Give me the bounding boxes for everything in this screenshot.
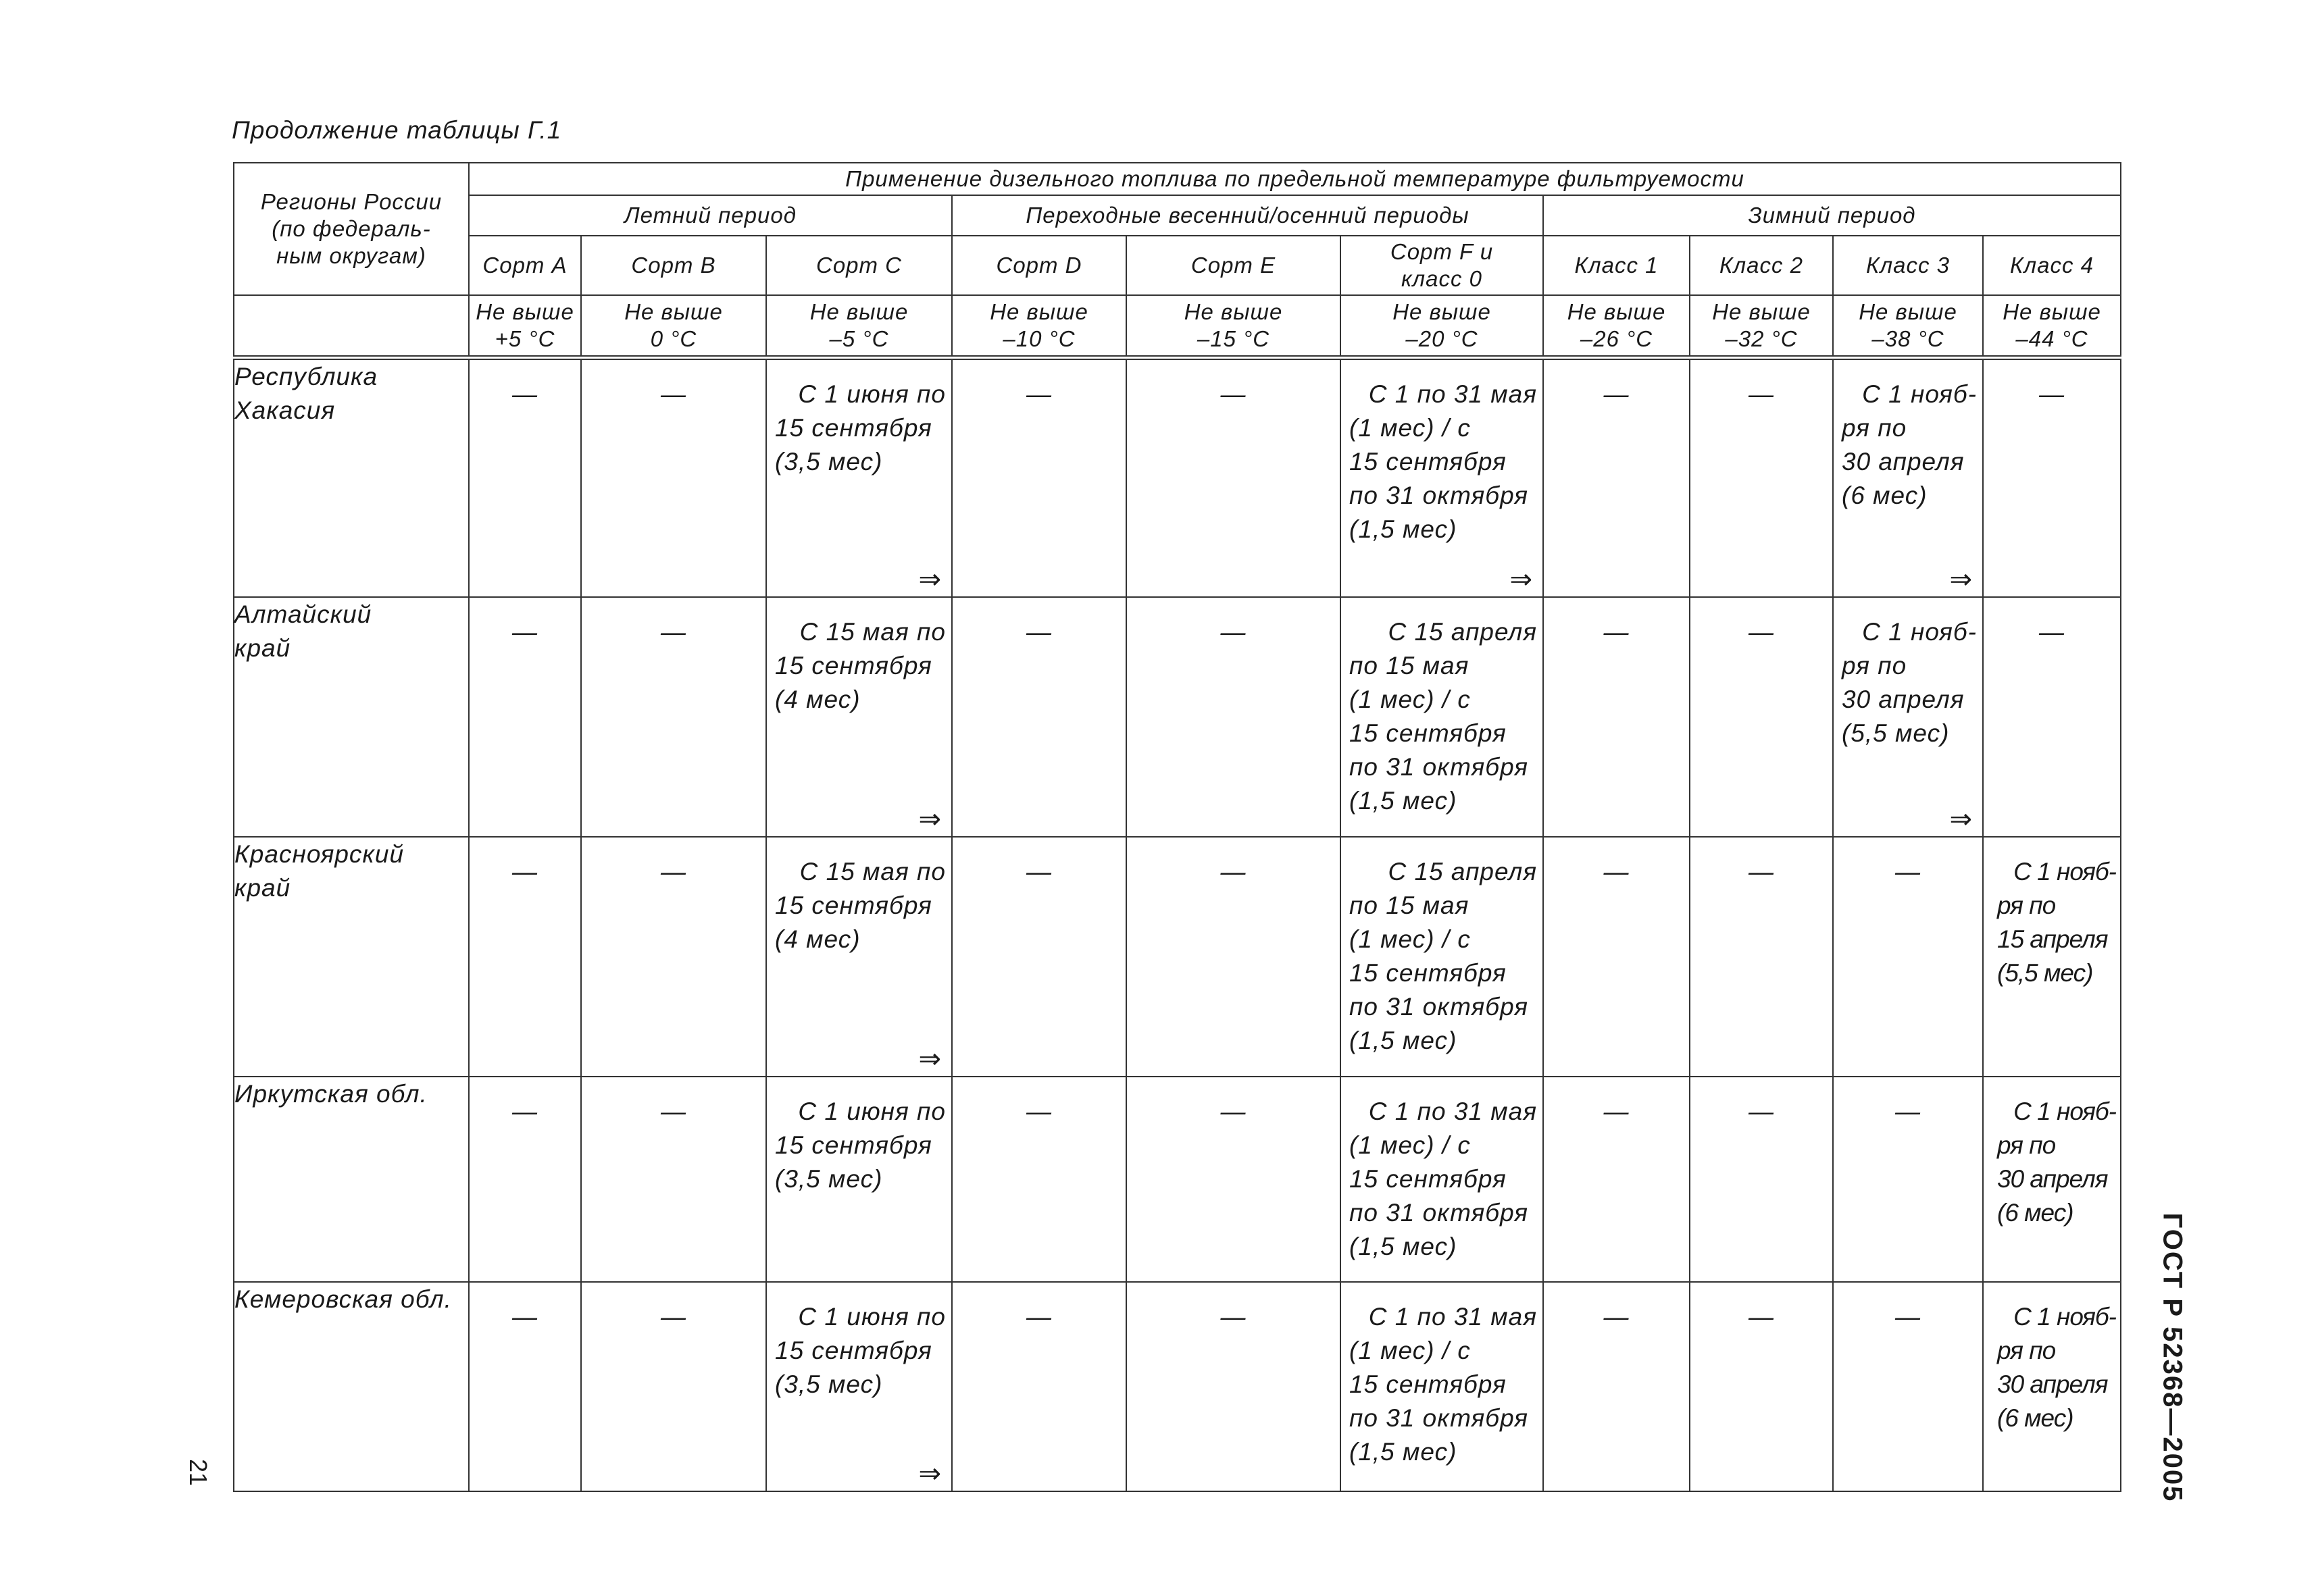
- region-cell: [234, 837, 469, 1077]
- period-cell: [1543, 1282, 1690, 1491]
- header-grade: Класс 4: [1983, 236, 2121, 295]
- period-dates-first-line: С 1 по 31 мая: [1368, 1303, 1537, 1331]
- period-cell: [766, 837, 952, 1077]
- header-temperature-limit: Не выше 0 °С: [581, 295, 766, 357]
- not-applicable-dash: —: [1749, 1303, 1774, 1331]
- not-applicable-dash: —: [661, 618, 686, 646]
- not-applicable-dash: —: [1026, 618, 1052, 646]
- period-cell: [1340, 1282, 1543, 1491]
- period-dates: [767, 838, 951, 956]
- continuation-arrow-icon: ⇒: [918, 565, 942, 594]
- period-cell: [1543, 1077, 1690, 1282]
- not-applicable-dash: —: [1749, 380, 1774, 408]
- period-dates-rest: 15 сентября (3,5 мес): [775, 1337, 932, 1398]
- not-applicable-dash: —: [1220, 858, 1247, 885]
- period-dates: [1341, 1283, 1542, 1469]
- period-dates: [767, 360, 951, 479]
- header-grade: Класс 1: [1543, 236, 1690, 295]
- header-temperature-limit: Не выше –5 °С: [766, 295, 952, 357]
- period-cell: [581, 597, 766, 837]
- not-applicable-dash: —: [1749, 1098, 1774, 1125]
- period-cell: [952, 1282, 1126, 1491]
- period-cell: [766, 597, 952, 837]
- document-code-text: ГОСТ Р 52368—2005: [2157, 1212, 2188, 1503]
- page-number: [181, 1456, 215, 1489]
- period-cell: [1126, 357, 1340, 597]
- not-applicable-dash: —: [1220, 1303, 1247, 1331]
- region-cell: [234, 1282, 469, 1491]
- not-applicable-dash: —: [1603, 380, 1630, 408]
- period-dates: [1834, 598, 1982, 750]
- not-applicable-dash: —: [1220, 380, 1247, 408]
- period-cell: [1833, 1077, 1983, 1282]
- period-dates-first-line: С 1 июня по: [798, 380, 946, 408]
- period-dates: [1834, 360, 1982, 513]
- header-grade: Класс 2: [1690, 236, 1833, 295]
- not-applicable-dash: —: [1026, 1098, 1052, 1125]
- not-applicable-dash: —: [512, 1098, 538, 1125]
- period-dates: [767, 1077, 951, 1196]
- period-cell: [1340, 357, 1543, 597]
- continuation-arrow-icon: ⇒: [918, 1459, 942, 1489]
- header-period-winter: Зимний период: [1543, 195, 2121, 236]
- period-cell: [469, 597, 581, 837]
- not-applicable-dash: —: [661, 1303, 686, 1331]
- period-cell: [581, 1282, 766, 1491]
- not-applicable-dash: —: [1603, 618, 1630, 646]
- period-cell: [469, 1077, 581, 1282]
- not-applicable-dash: —: [661, 858, 686, 885]
- period-dates-first-line: С 15 апреля: [1388, 858, 1537, 885]
- continuation-arrow-icon: ⇒: [1949, 565, 1973, 594]
- not-applicable-dash: —: [512, 858, 538, 885]
- period-dates-rest: 15 сентября (4 мес): [775, 652, 932, 713]
- period-cell: [952, 837, 1126, 1077]
- period-dates-first-line: С 1 нояб-: [1862, 380, 1977, 408]
- period-cell: [1340, 1077, 1543, 1282]
- not-applicable-dash: —: [661, 380, 686, 408]
- period-dates-first-line: С 15 апреля: [1388, 618, 1537, 646]
- table-row: [234, 837, 2121, 1077]
- region-name: Иркутская обл.: [234, 1080, 428, 1108]
- header-period-transitional: Переходные весенний/осенний периоды: [952, 195, 1543, 236]
- period-dates-rest: ря по 30 апреля (5,5 мес): [1842, 652, 1965, 747]
- period-cell: [1690, 1282, 1833, 1491]
- period-dates: [1341, 1077, 1542, 1264]
- period-cell: [1543, 837, 1690, 1077]
- period-cell: [581, 837, 766, 1077]
- page-number-text: 21: [184, 1458, 212, 1487]
- period-cell: [469, 1282, 581, 1491]
- region-name: Кемеровская обл.: [234, 1285, 452, 1313]
- header-grade: Сорт B: [581, 236, 766, 295]
- period-dates: [767, 1283, 951, 1401]
- region-cell: [234, 1077, 469, 1282]
- period-cell: [952, 1077, 1126, 1282]
- header-temperature-limit: Не выше –38 °С: [1833, 295, 1983, 357]
- header-grade: Сорт E: [1126, 236, 1340, 295]
- period-dates: [1984, 1283, 2120, 1435]
- period-cell: [952, 597, 1126, 837]
- continuation-arrow-icon: ⇒: [918, 1044, 942, 1074]
- not-applicable-dash: —: [1749, 618, 1774, 646]
- period-dates: [767, 598, 951, 717]
- region-cell: [234, 357, 469, 597]
- region-name: Республика Хакасия: [234, 362, 378, 424]
- period-dates-rest: по 15 мая (1 мес) / с 15 сентября по 31 октября (1,5 мес): [1349, 892, 1529, 1054]
- not-applicable-dash: —: [1603, 1098, 1630, 1125]
- period-cell: [1126, 597, 1340, 837]
- period-dates: [1984, 1077, 2120, 1230]
- period-cell: [469, 357, 581, 597]
- not-applicable-dash: —: [661, 1098, 686, 1125]
- period-cell: [1340, 597, 1543, 837]
- table-caption: Продолжение таблицы Г.1: [232, 116, 562, 144]
- header-temperature-limit: Не выше –15 °С: [1126, 295, 1340, 357]
- table-row: [234, 357, 2121, 597]
- header-grade: Сорт C: [766, 236, 952, 295]
- header-temperature-limit: Не выше –10 °С: [952, 295, 1126, 357]
- continuation-arrow-icon: ⇒: [1509, 565, 1533, 594]
- period-cell: [1983, 597, 2121, 837]
- period-dates: [1341, 838, 1542, 1058]
- period-cell: [1983, 1282, 2121, 1491]
- period-cell: [1983, 837, 2121, 1077]
- period-cell: [1833, 597, 1983, 837]
- period-cell: [1690, 357, 1833, 597]
- period-cell: [1833, 357, 1983, 597]
- period-dates-rest: ря по 30 апреля (6 мес): [1997, 1337, 2108, 1432]
- period-dates-rest: ря по 30 апреля (6 мес): [1842, 413, 1965, 509]
- period-dates-rest: ря по 15 апреля (5,5 мес): [1997, 892, 2108, 987]
- not-applicable-dash: —: [1895, 1303, 1921, 1331]
- header-grade: Сорт D: [952, 236, 1126, 295]
- period-cell: [581, 1077, 766, 1282]
- not-applicable-dash: —: [512, 380, 538, 408]
- period-dates-rest: 15 сентября (4 мес): [775, 892, 932, 953]
- not-applicable-dash: —: [1026, 1303, 1052, 1331]
- not-applicable-dash: —: [1895, 1098, 1921, 1125]
- not-applicable-dash: —: [1026, 380, 1052, 408]
- period-cell: [581, 357, 766, 597]
- period-cell: [1126, 1077, 1340, 1282]
- period-cell: [766, 1077, 952, 1282]
- region-name: Красноярский край: [234, 840, 405, 902]
- period-cell: [1690, 1077, 1833, 1282]
- period-cell: [1340, 837, 1543, 1077]
- period-cell: [1833, 837, 1983, 1077]
- header-grade: Сорт A: [469, 236, 581, 295]
- period-cell: [1690, 597, 1833, 837]
- period-cell: [1543, 357, 1690, 597]
- period-cell: [1983, 357, 2121, 597]
- period-dates-first-line: С 1 нояб-: [2013, 1303, 2117, 1331]
- period-dates-rest: (1 мес) / с 15 сентября по 31 октября (1,5 мес): [1349, 1131, 1529, 1260]
- table-row: [234, 1077, 2121, 1282]
- period-dates-rest: по 15 мая (1 мес) / с 15 сентября по 31 октября (1,5 мес): [1349, 652, 1529, 815]
- period-cell: [1833, 1282, 1983, 1491]
- period-cell: [1690, 837, 1833, 1077]
- period-cell: [1983, 1077, 2121, 1282]
- period-cell: [766, 1282, 952, 1491]
- header-temperature-limit: Не выше –44 °С: [1983, 295, 2121, 357]
- period-dates-rest: 15 сентября (3,5 мес): [775, 413, 932, 475]
- header-grade: Класс 3: [1833, 236, 1983, 295]
- continuation-arrow-icon: ⇒: [1949, 804, 1973, 834]
- not-applicable-dash: —: [1603, 1303, 1630, 1331]
- header-temperature-limit: Не выше –20 °С: [1340, 295, 1543, 357]
- period-cell: [766, 357, 952, 597]
- header-regions: Регионы России (по федераль- ным округам): [234, 163, 469, 295]
- not-applicable-dash: —: [1220, 1098, 1247, 1125]
- table-row: [234, 597, 2121, 837]
- header-grade: Сорт F и класс 0: [1340, 236, 1543, 295]
- period-cell: [1126, 1282, 1340, 1491]
- header-temperature-limit: Не выше –32 °С: [1690, 295, 1833, 357]
- period-dates: [1341, 360, 1542, 546]
- period-dates: [1984, 838, 2120, 990]
- header-period-summer: Летний период: [469, 195, 952, 236]
- period-cell: [1126, 837, 1340, 1077]
- document-code: [2152, 1209, 2192, 1506]
- period-dates-first-line: С 1 июня по: [798, 1303, 946, 1331]
- period-dates-first-line: С 1 июня по: [798, 1098, 946, 1125]
- not-applicable-dash: —: [1603, 858, 1630, 885]
- region-cell: [234, 597, 469, 837]
- region-name: Алтайский край: [234, 600, 372, 662]
- period-cell: [952, 357, 1126, 597]
- fuel-application-table: [233, 162, 2121, 1492]
- not-applicable-dash: —: [512, 1303, 538, 1331]
- period-cell: [1543, 597, 1690, 837]
- period-dates-first-line: С 1 нояб-: [2013, 858, 2117, 885]
- period-dates-rest: (1 мес) / с 15 сентября по 31 октября (1,5 мес): [1349, 413, 1529, 543]
- period-cell: [469, 837, 581, 1077]
- table-row: [234, 1282, 2121, 1491]
- not-applicable-dash: —: [1026, 858, 1052, 885]
- period-dates-rest: (1 мес) / с 15 сентября по 31 октября (1,5 мес): [1349, 1337, 1529, 1466]
- header-temperature-limit: Не выше –26 °С: [1543, 295, 1690, 357]
- period-dates-first-line: С 1 по 31 мая: [1368, 1098, 1537, 1125]
- period-dates-first-line: С 15 мая по: [799, 618, 946, 646]
- not-applicable-dash: —: [1895, 858, 1921, 885]
- period-dates-rest: 15 сентября (3,5 мес): [775, 1131, 932, 1193]
- header-application: Применение дизельного топлива по предельной температуре фильтруемости: [469, 163, 2121, 195]
- period-dates: [1341, 598, 1542, 818]
- period-dates-first-line: С 15 мая по: [799, 858, 946, 885]
- period-dates-rest: ря по 30 апреля (6 мес): [1997, 1131, 2108, 1227]
- header-temperature-limit: Не выше +5 °С: [469, 295, 581, 357]
- period-dates-first-line: С 1 нояб-: [2013, 1098, 2117, 1125]
- period-dates-first-line: С 1 нояб-: [1862, 618, 1977, 646]
- not-applicable-dash: —: [2039, 618, 2065, 646]
- not-applicable-dash: —: [2039, 380, 2065, 408]
- period-dates-first-line: С 1 по 31 мая: [1368, 380, 1537, 408]
- not-applicable-dash: —: [1220, 618, 1247, 646]
- continuation-arrow-icon: ⇒: [918, 804, 942, 834]
- not-applicable-dash: —: [1749, 858, 1774, 885]
- not-applicable-dash: —: [512, 618, 538, 646]
